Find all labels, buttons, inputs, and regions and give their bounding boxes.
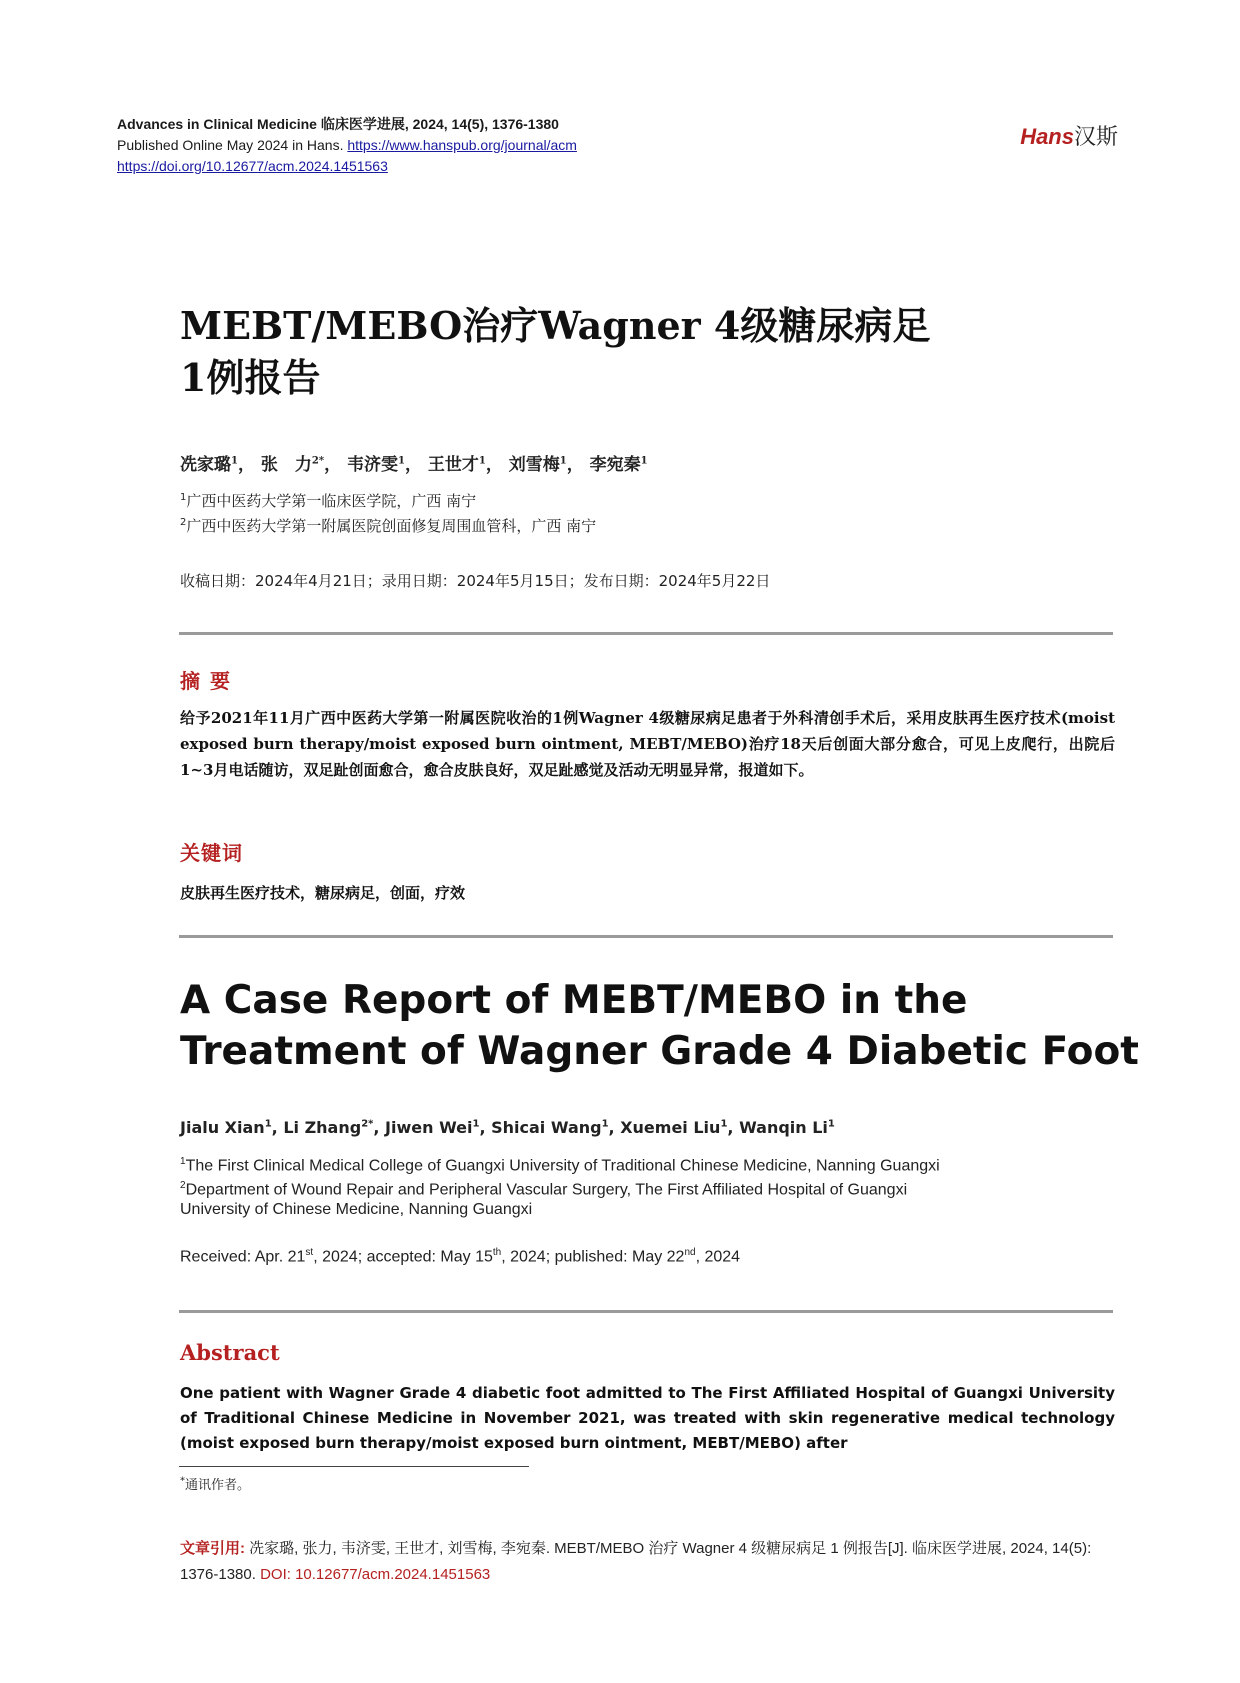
en-author: Jialu Xian	[180, 1118, 265, 1137]
logo-latin: Hans	[1020, 124, 1074, 149]
en-author: Xuemei Liu	[620, 1118, 721, 1137]
received-date: Received: Apr. 21	[180, 1248, 306, 1266]
cn-author-sup: 2*	[311, 455, 325, 467]
cn-aff-sup: 1	[180, 492, 187, 503]
en-dates	[180, 1247, 740, 1266]
date-sup: th	[492, 1247, 502, 1258]
en-author-sup: 1	[601, 1118, 609, 1130]
citation-doi: DOI: 10.12677/acm.2024.1451563	[260, 1566, 491, 1583]
cn-title-line2: 1例报告	[180, 355, 321, 400]
en-authors: Jialu Xian$^1$, Li Zhang$^{2*}$, Jiwen Wei$^1$, Shicai Wang$^1$, Xuemei Liu$^1$, Wanqin Li$^1$	[180, 1118, 835, 1137]
en-abstract-text: One patient with Wagner Grade 4 diabetic foot admitted to The First Affiliated Hospital of Guangxi University of Traditional Chinese Medicine in November 2021, was treated with skin regenerative medical technology (moist exposed burn therapy/moist exposed burn ointment, MEBT/MEBO) after	[180, 1384, 1115, 1452]
divider	[179, 1310, 1113, 1313]
doi-link[interactable]: https://doi.org/10.12677/acm.2024.1451563	[117, 158, 388, 174]
hans-logo	[1020, 120, 1118, 151]
en-author: Jiwen Wei	[385, 1118, 473, 1137]
cn-author-sup: 1	[231, 455, 238, 467]
en-aff-text: Department of Wound Repair and Peripheral Vascular Surgery, The First Affiliated Hospital of Guangxi	[185, 1181, 908, 1199]
en-author: Li Zhang	[283, 1118, 362, 1137]
divider	[179, 632, 1113, 635]
published-date: , 2024; published: May 22	[501, 1248, 685, 1266]
published-prefix: Published Online May 2024 in Hans.	[117, 137, 348, 153]
accepted-date: , 2024; accepted: May 15	[313, 1248, 493, 1266]
en-author-sup: 1	[472, 1118, 480, 1130]
citation-text: 冼家璐, 张力, 韦济雯, 王世才, 刘雪梅, 李宛秦. MEBT/MEBO 治疗 Wagner 4 级糖尿病足 1 例报告[J]. 临床医学进展, 2024, 14(5): 1376-1380.	[180, 1540, 1092, 1583]
date-sup: st	[305, 1247, 314, 1258]
cn-aff-text: 广西中医药大学第一附属医院创面修复周围血管科，广西 南宁	[186, 517, 597, 535]
citation-label: 文章引用:	[180, 1540, 245, 1557]
en-author-sup: 1	[827, 1118, 835, 1130]
en-author-sup: 1	[264, 1118, 272, 1130]
logo-cn: 汉斯	[1073, 125, 1118, 150]
en-title	[180, 975, 1140, 1077]
cn-author: 冼家璐	[180, 455, 231, 475]
en-author: Wanqin Li	[739, 1118, 828, 1137]
cn-author-sup: 1	[559, 455, 567, 467]
footnote	[180, 1474, 250, 1493]
cn-author: 李宛秦	[589, 455, 641, 475]
date-sup: nd	[684, 1247, 696, 1258]
cn-title-line1: MEBT/MEBO治疗Wagner 4级糖尿病足	[180, 303, 931, 348]
cn-author-sup: 1	[640, 455, 648, 467]
cn-aff-text: 广西中医药大学第一临床医学院，广西 南宁	[186, 492, 477, 510]
journal-line: Advances in Clinical Medicine 临床医学进展, 2024, 14(5), 1376-1380	[117, 116, 559, 132]
en-affiliation-2-cont: University of Chinese Medicine, Nanning Guangxi	[180, 1201, 533, 1218]
cn-author-sup: 1	[478, 455, 486, 467]
cn-keywords: 皮肤再生医疗技术，糖尿病足，创面，疗效	[180, 884, 466, 902]
en-aff-sup: 1	[180, 1156, 186, 1167]
doi-line	[117, 156, 388, 176]
cn-affiliation-1	[180, 490, 476, 511]
cn-author: 刘雪梅	[508, 455, 560, 475]
en-author-sup: 2*	[361, 1118, 374, 1130]
en-title-line1: A Case Report of MEBT/MEBO in the	[180, 978, 968, 1023]
cn-affiliation-2	[180, 515, 596, 536]
cn-abstract-heading: 摘要	[180, 669, 240, 693]
cn-authors: 冼家璐$^1$， 张 力$^{2*}$， 韦济雯$^1$， 王世才$^1$， 刘雪梅$^1$， 李宛秦$^1$	[180, 455, 648, 475]
date-year: , 2024	[695, 1248, 741, 1266]
divider	[179, 935, 1113, 938]
cn-abstract-text: 给予2021年11月广西中医药大学第一附属医院收治的1例Wagner 4级糖尿病足患者于外科清创手术后，采用皮肤再生医疗技术(moist exposed burn therapy/moist exposed burn ointment, MEBT/MEBO)治疗18天后创面大部分愈合，可见上皮爬行，出院后1~3月电话随访，双足趾创面愈合，愈合皮肤良好，双足趾感觉及活动无明显异常，报道如下。	[180, 709, 1115, 779]
published-line	[117, 135, 577, 155]
en-author-sup: 1	[720, 1118, 728, 1130]
cn-aff-sup: 2	[180, 517, 187, 528]
cn-author: 韦济雯	[347, 455, 398, 475]
cn-author: 王世才	[427, 455, 479, 475]
cn-author-sup: 1	[398, 455, 405, 467]
en-title-line2: Treatment of Wagner Grade 4 Diabetic Foot	[180, 1029, 1139, 1074]
en-author: Shicai Wang	[491, 1118, 602, 1137]
cn-author: 张 力	[260, 455, 312, 475]
citation	[180, 1536, 1120, 1588]
en-abstract-heading: Abstract	[180, 1340, 280, 1365]
footnote-rule	[179, 1466, 529, 1467]
footnote-text: 通讯作者。	[185, 1478, 251, 1493]
en-aff-sup: 2	[180, 1180, 186, 1191]
footnote-mark: *	[180, 1475, 185, 1487]
cn-keywords-heading: 关键词	[180, 841, 243, 865]
en-aff-text: The First Clinical Medical College of Guangxi University of Traditional Chinese Medicine, Nanning Guangxi	[185, 1157, 940, 1175]
cn-title	[180, 300, 1080, 404]
cn-dates: 收稿日期：2024年4月21日；录用日期：2024年5月15日；发布日期：2024年5月22日	[180, 572, 771, 590]
journal-link[interactable]: https://www.hanspub.org/journal/acm	[347, 137, 577, 153]
